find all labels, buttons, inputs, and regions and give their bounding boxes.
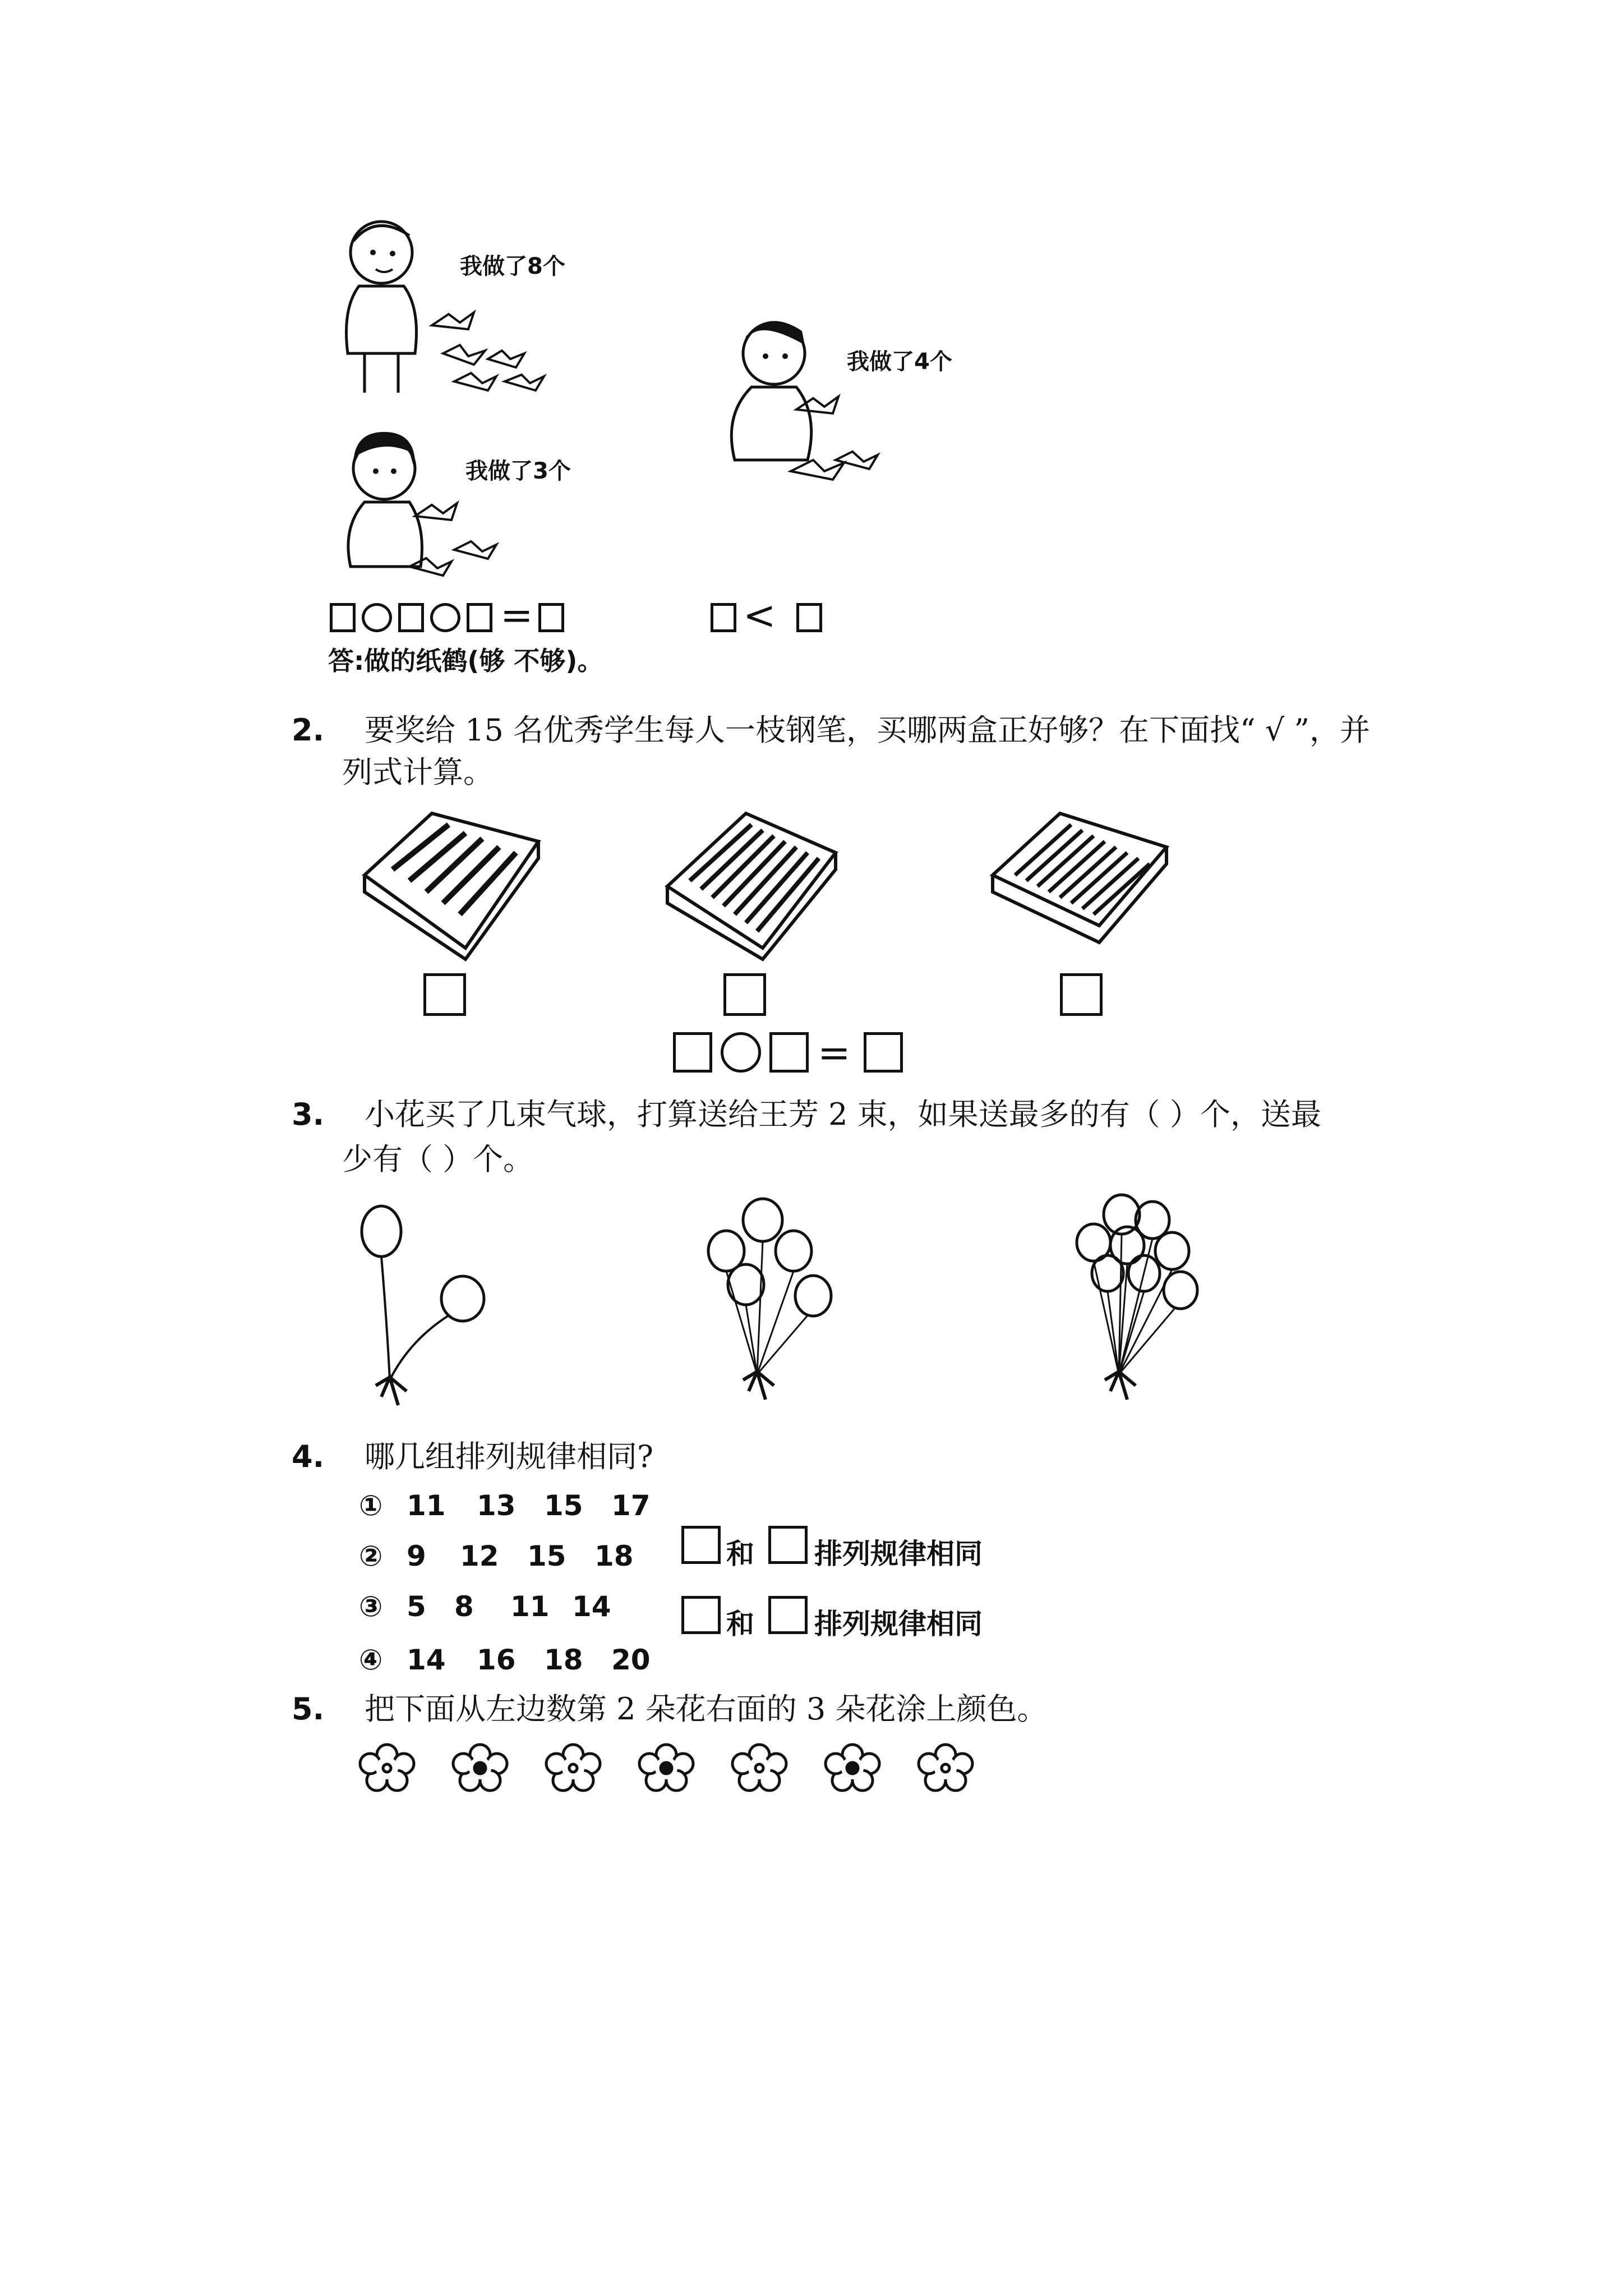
row-mark: ② — [359, 1540, 383, 1572]
pen-box-illustration — [987, 808, 1172, 942]
seq-value: 17 — [611, 1489, 651, 1522]
question-number: 5. — [292, 1691, 325, 1727]
seq-value: 20 — [611, 1644, 651, 1676]
question-text: 哪几组排列规律相同? — [365, 1439, 653, 1474]
seq-value: 15 — [544, 1489, 583, 1522]
balloon-bunch-5-illustration — [684, 1195, 852, 1408]
answer-box[interactable] — [398, 603, 424, 632]
question-number: 3. — [292, 1097, 325, 1132]
answer-box[interactable] — [681, 1596, 721, 1634]
checkmark-box[interactable] — [1060, 973, 1103, 1016]
boy-with-cranes-illustration — [320, 213, 600, 415]
answer-box[interactable] — [769, 1032, 809, 1073]
rule-label: 排列规律相同 — [814, 1608, 983, 1640]
seq-value: 14 — [572, 1590, 611, 1623]
operator-circle[interactable] — [362, 603, 392, 632]
equals-sign: = — [818, 1030, 851, 1076]
pen-box-illustration — [359, 808, 544, 959]
answer-box[interactable] — [711, 603, 736, 632]
question-text: 小花买了几束气球，打算送给王芳 2 束，如果送最多的有（ ）个，送最 — [365, 1097, 1321, 1132]
answer-box[interactable] — [864, 1032, 903, 1073]
flower-icon[interactable] — [638, 1745, 694, 1789]
row-mark: ① — [359, 1489, 383, 1522]
speech-boy-2: 我做了4个 — [847, 349, 952, 375]
question-text: 把下面从左边数第 2 朵花右面的 3 朵花涂上颜色。 — [365, 1691, 1048, 1727]
seq-value: 18 — [594, 1540, 634, 1572]
flower-icon[interactable] — [824, 1745, 880, 1789]
checkmark-box[interactable] — [423, 973, 466, 1016]
question-text: 要奖给 15 名优秀学生每人一枝钢笔，买哪两盒正好够？在下面找“ √ ”，并 — [365, 712, 1370, 748]
less-than-sign: < — [743, 592, 776, 638]
sequence-row-1 — [359, 1489, 651, 1522]
seq-value: 11 — [510, 1590, 550, 1623]
operator-circle[interactable] — [721, 1032, 761, 1073]
row-mark: ④ — [359, 1644, 383, 1676]
answer-box[interactable] — [796, 603, 822, 632]
boy-2-with-cranes-illustration — [712, 314, 937, 505]
seq-value: 9 — [407, 1540, 426, 1572]
seq-value: 12 — [460, 1540, 499, 1572]
question-number: 2. — [292, 712, 325, 748]
q1-answer-line: 答:做的纸鹤(够 不够)。 — [328, 646, 603, 676]
operator-circle[interactable] — [430, 603, 460, 632]
flower-icon[interactable] — [452, 1745, 508, 1789]
answer-box[interactable] — [467, 603, 492, 632]
question-text: 列式计算。 — [342, 754, 494, 790]
sequence-row-3 — [359, 1590, 611, 1623]
balloon-bunch-2-illustration — [353, 1200, 494, 1414]
seq-value: 11 — [407, 1489, 446, 1522]
girl-with-cranes-illustration — [331, 426, 555, 600]
pen-box-illustration — [662, 808, 841, 959]
answer-box[interactable] — [673, 1032, 712, 1073]
equals-sign: = — [500, 592, 533, 638]
seq-value: 15 — [527, 1540, 566, 1572]
sequence-row-4 — [359, 1644, 651, 1676]
balloon-bunch-8-illustration — [1054, 1189, 1211, 1408]
row-mark: ③ — [359, 1590, 383, 1623]
answer-box[interactable] — [768, 1596, 808, 1634]
answer-box[interactable] — [538, 603, 564, 632]
seq-value: 13 — [477, 1489, 516, 1522]
seq-value: 8 — [454, 1590, 474, 1623]
checkmark-box[interactable] — [723, 973, 766, 1016]
sequence-row-2 — [359, 1540, 634, 1572]
seq-value: 18 — [544, 1644, 583, 1676]
and-label: 和 — [726, 1538, 754, 1570]
answer-box[interactable] — [768, 1526, 808, 1564]
seq-value: 5 — [407, 1590, 426, 1623]
seq-value: 14 — [407, 1644, 446, 1676]
seq-value: 16 — [477, 1644, 516, 1676]
flower-icon[interactable] — [917, 1745, 974, 1789]
question-text: 少有（ ）个。 — [342, 1142, 534, 1177]
answer-box[interactable] — [330, 603, 356, 632]
question-number: 4. — [292, 1439, 325, 1474]
flower-icon[interactable] — [545, 1745, 601, 1789]
and-label: 和 — [726, 1608, 754, 1640]
speech-girl: 我做了3个 — [465, 458, 571, 484]
answer-box[interactable] — [681, 1526, 721, 1564]
speech-boy-1: 我做了8个 — [460, 254, 565, 279]
flower-icon[interactable] — [359, 1745, 415, 1789]
rule-label: 排列规律相同 — [814, 1538, 983, 1570]
flower-icon[interactable] — [731, 1745, 787, 1789]
